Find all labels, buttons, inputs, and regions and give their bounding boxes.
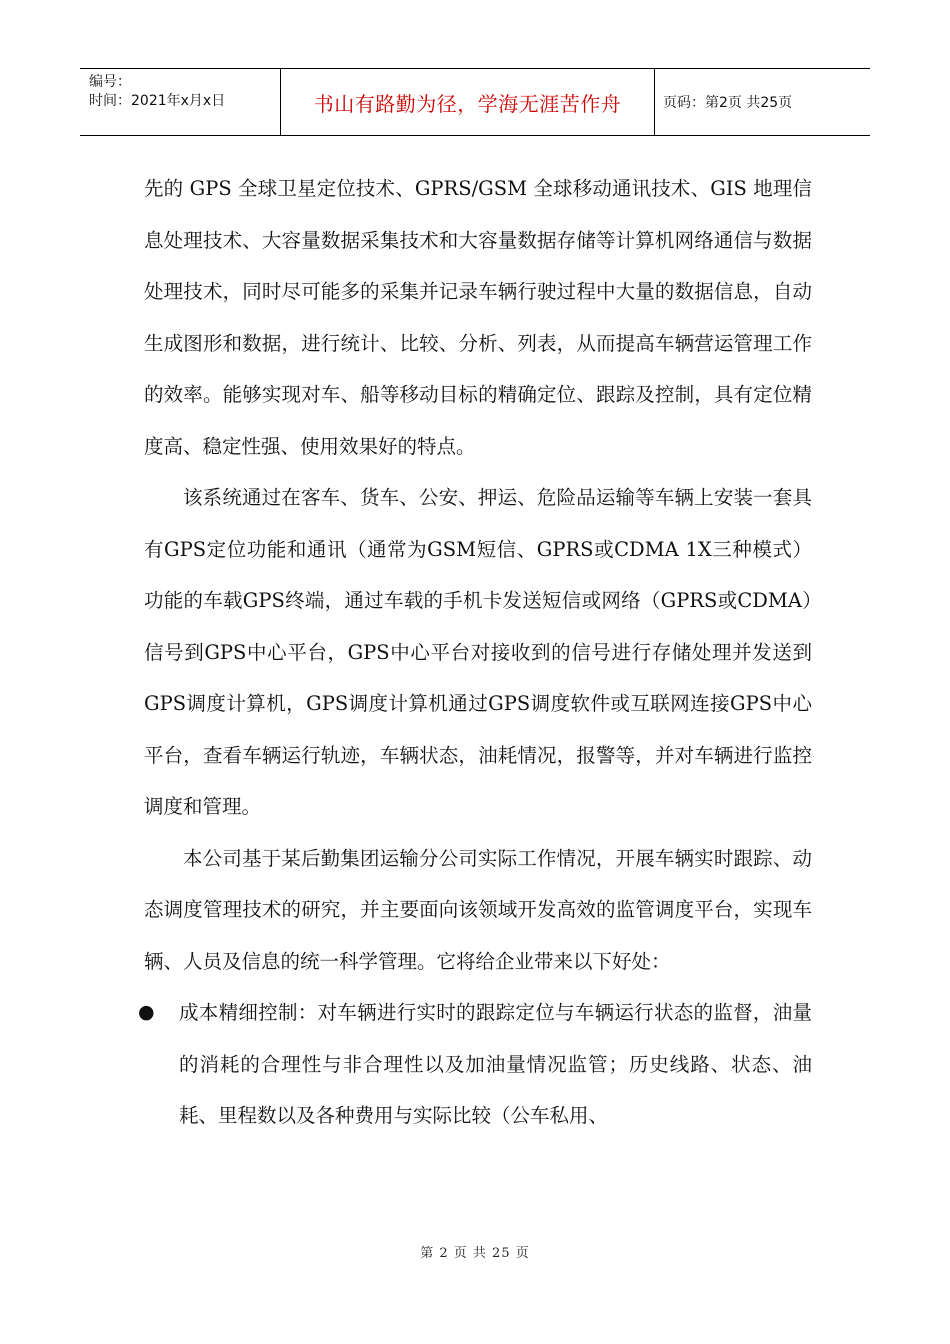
paragraph-2: 该系统通过在客车、货车、公安、押运、危险品运输等车辆上安装一套具有GPS定位功能和通讯（通常为GSM短信、GPRS或CDMA 1X三种模式）功能的车载GPS终端，通过车载的手机卡发送短信或网络（GPRS或CDMA）信号到GPS中心平台，GPS中心平台对接收到的信号进行存储处理并发送到GPS调度计算机，GPS调度计算机通过GPS调度软件或互联网连接GPS中心平台，查看车辆运行轨迹，车辆状态，油耗情况，报警等，并对车辆进行监控调度和管理。 (144, 486, 812, 818)
header-motto: 书山有路勤为径，学海无涯苦作舟 (281, 69, 655, 135)
document-number-label: 编号： (89, 74, 131, 90)
page-footer: 第 2 页 共 25 页 (420, 1246, 530, 1261)
bullet-text: 成本精细控制：对车辆进行实时的跟踪定位与车辆运行状态的监督，油量的消耗的合理性与非合理性以及加油量情况监管；历史线路、状态、油耗、里程数以及各种费用与实际比较（公车私用、 (179, 1001, 812, 1127)
page-header (80, 68, 870, 136)
header-page-info: 页码：第2页 共25页 (663, 95, 793, 111)
paragraph-1: 先的 GPS 全球卫星定位技术、GPRS/GSM 全球移动通讯技术、GIS 地理信息处理技术、大容量数据采集技术和大容量数据存储等计算机网络通信与数据处理技术，同时尽可能多的采集并记录车辆行驶过程中大量的数据信息，自动生成图形和数据，进行统计、比较、分析、列表，从而提高车辆营运管理工作的效率。能够实现对车、船等移动目标的精确定位、跟踪及控制，具有定位精度高、稳定性强、使用效果好的特点。 (144, 177, 812, 458)
header-meta (80, 69, 281, 135)
paragraph-3: 本公司基于某后勤集团运输分公司实际工作情况，开展车辆实时跟踪、动态调度管理技术的研究，并主要面向该领域开发高效的监管调度平台，实现车辆、人员及信息的统一科学管理。它将给企业带来以下好处： (144, 846, 812, 973)
bullet-dot-icon: ● (138, 1001, 155, 1023)
document-date: 时间：2021年x月x日 (89, 93, 226, 109)
document-body (138, 163, 812, 1142)
bullet-item-cost-control (138, 987, 812, 1142)
